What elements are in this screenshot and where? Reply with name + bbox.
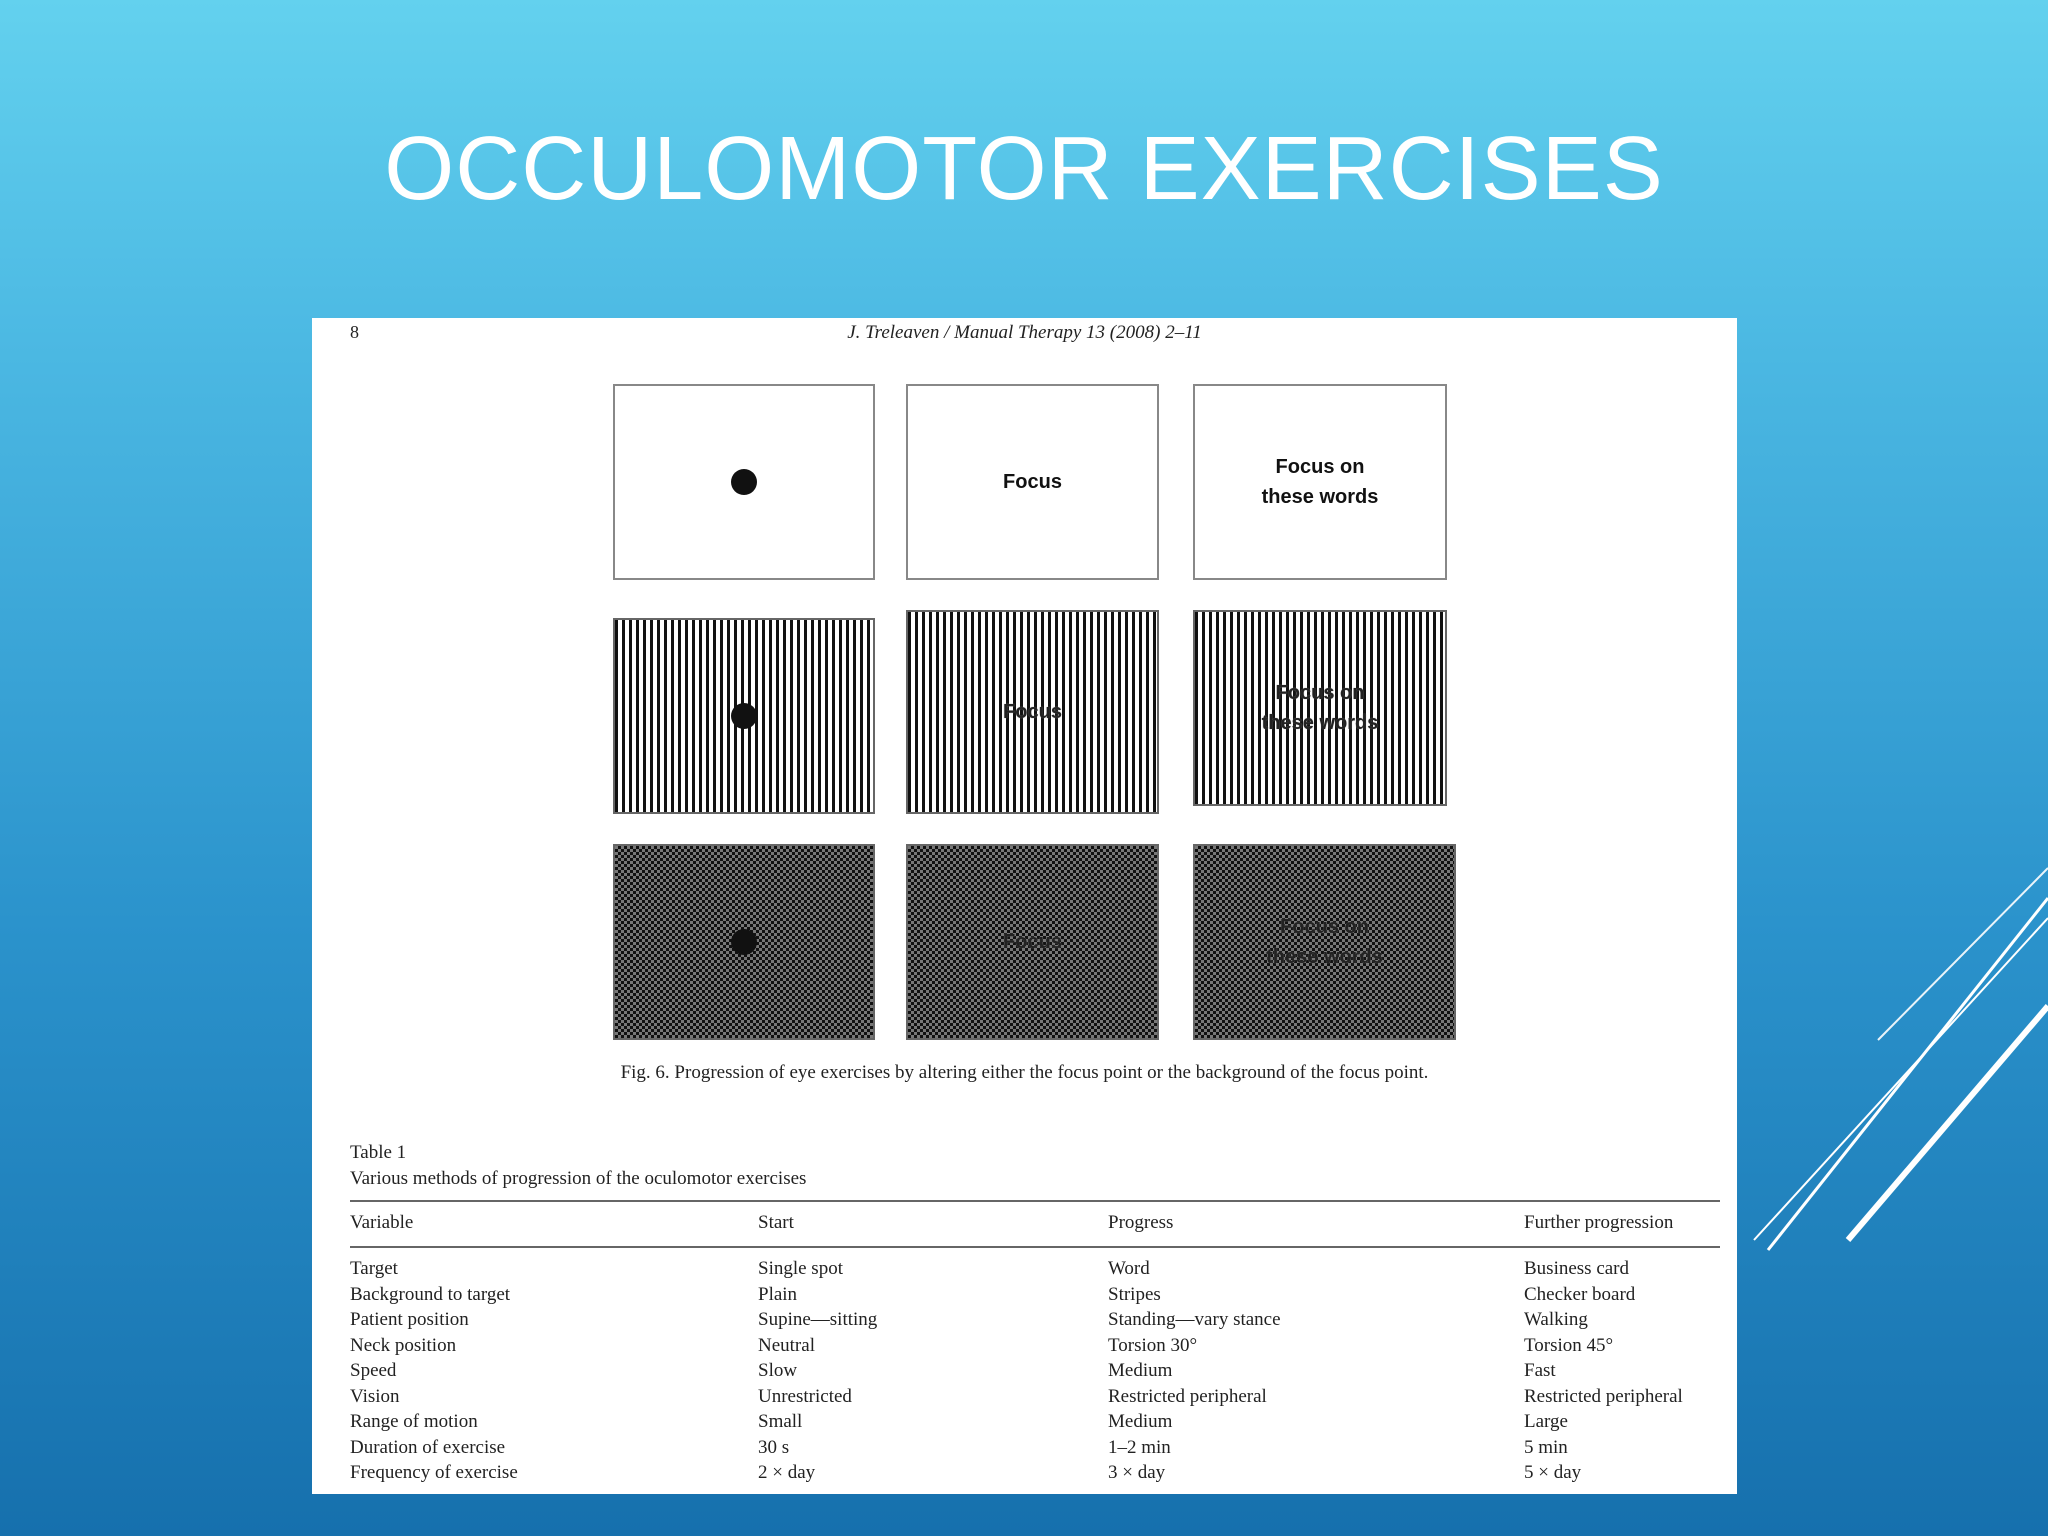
table-cell: Vision: [350, 1385, 400, 1407]
table-cell: Small: [758, 1411, 803, 1432]
table-header-start: Start: [758, 1212, 794, 1233]
table-cell: Duration of exercise: [350, 1436, 506, 1458]
table-cell: Checker board: [1524, 1283, 1636, 1305]
panel-checker-word: [906, 844, 1159, 1040]
focus-words: [1195, 912, 1454, 972]
table-cell: Torsion 45°: [1524, 1334, 1614, 1356]
table-cell: Medium: [1108, 1360, 1173, 1381]
table-cell: Slow: [758, 1360, 798, 1381]
focus-dot: [731, 929, 757, 955]
panel-stripes-dot: [613, 618, 875, 814]
table-cell: Supine—sitting: [758, 1309, 878, 1330]
table-cell: Stripes: [1108, 1283, 1161, 1305]
table-header-rule: [350, 1246, 1720, 1248]
focus-dot: [731, 703, 757, 729]
page-number: 8: [350, 322, 359, 342]
panel-checker-dot: [613, 844, 875, 1040]
focus-words-line1: Focus on: [1280, 916, 1369, 938]
table-cell: 5 × day: [1524, 1462, 1582, 1483]
table-header-variable: Variable: [350, 1212, 414, 1233]
table-cell: Business card: [1524, 1258, 1630, 1279]
panel-checker-words: [1193, 844, 1456, 1040]
focus-words-line2: these words: [1261, 712, 1379, 734]
table-cell: Neck position: [350, 1334, 457, 1356]
table-cell: Plain: [758, 1283, 798, 1305]
table-cell: 2 × day: [758, 1462, 816, 1483]
panel-stripes-word: [906, 610, 1159, 814]
table-cell: Fast: [1524, 1360, 1556, 1381]
table-cell: Medium: [1108, 1411, 1173, 1432]
focus-word: Focus: [1003, 471, 1062, 493]
focus-words-line2: these words: [1261, 486, 1379, 508]
table-cell: Large: [1524, 1411, 1568, 1432]
table-cell: Restricted peripheral: [1524, 1385, 1683, 1407]
focus-words-line2: these words: [1266, 946, 1383, 968]
table-title: Various methods of progression of the oculomotor exercises: [350, 1168, 807, 1189]
table-cell: 30 s: [758, 1436, 790, 1458]
table-cell: Standing—vary stance: [1108, 1309, 1281, 1330]
panel-plain-words: [1193, 384, 1447, 580]
journal-page-image: [312, 318, 1737, 1494]
table-cell: Single spot: [758, 1258, 843, 1279]
table-cell: Unrestricted: [758, 1385, 852, 1407]
table-cell: Speed: [350, 1360, 397, 1381]
table-caption: [350, 1140, 806, 1192]
table-cell: Target: [350, 1258, 398, 1279]
focus-words: [1195, 452, 1445, 512]
table-header-further: Further progression: [1524, 1212, 1674, 1233]
focus-word: Focus: [1003, 701, 1062, 723]
panel-plain-dot: [613, 384, 875, 580]
focus-words-line1: Focus on: [1275, 682, 1365, 704]
table-cell: 3 × day: [1108, 1462, 1166, 1483]
panel-plain-word: [906, 384, 1159, 580]
table-cell: Range of motion: [350, 1411, 478, 1432]
table-cell: 1–2 min: [1108, 1436, 1171, 1458]
table-top-rule: [350, 1200, 1720, 1202]
focus-dot: [731, 469, 757, 495]
table-cell: Restricted peripheral: [1108, 1385, 1267, 1407]
table-cell: Word: [1108, 1258, 1150, 1279]
panel-stripes-words: [1193, 610, 1447, 806]
figure-caption: Fig. 6. Progression of eye exercises by altering either the focus point or the background of the focus point.: [620, 1062, 1429, 1083]
decorative-diagonal-lines: [1748, 860, 2048, 1260]
table-cell: Torsion 30°: [1108, 1334, 1198, 1356]
journal-reference: J. Treleaven / Manual Therapy 13 (2008) 2–11: [847, 322, 1202, 343]
table-header-progress: Progress: [1108, 1212, 1174, 1233]
focus-words-line1: Focus on: [1275, 456, 1365, 478]
focus-word: Focus: [1003, 931, 1062, 953]
table-cell: Neutral: [758, 1334, 815, 1356]
table-cell: Frequency of exercise: [350, 1462, 518, 1483]
slide-title: OCCULOMOTOR EXERCISES: [384, 119, 1664, 219]
table-cell: Patient position: [350, 1309, 469, 1330]
focus-words: [1195, 678, 1445, 738]
table-cell: 5 min: [1524, 1436, 1568, 1458]
table-cell: Background to target: [350, 1283, 511, 1305]
table-label: Table 1: [350, 1142, 407, 1163]
table-cell: Walking: [1524, 1309, 1588, 1330]
